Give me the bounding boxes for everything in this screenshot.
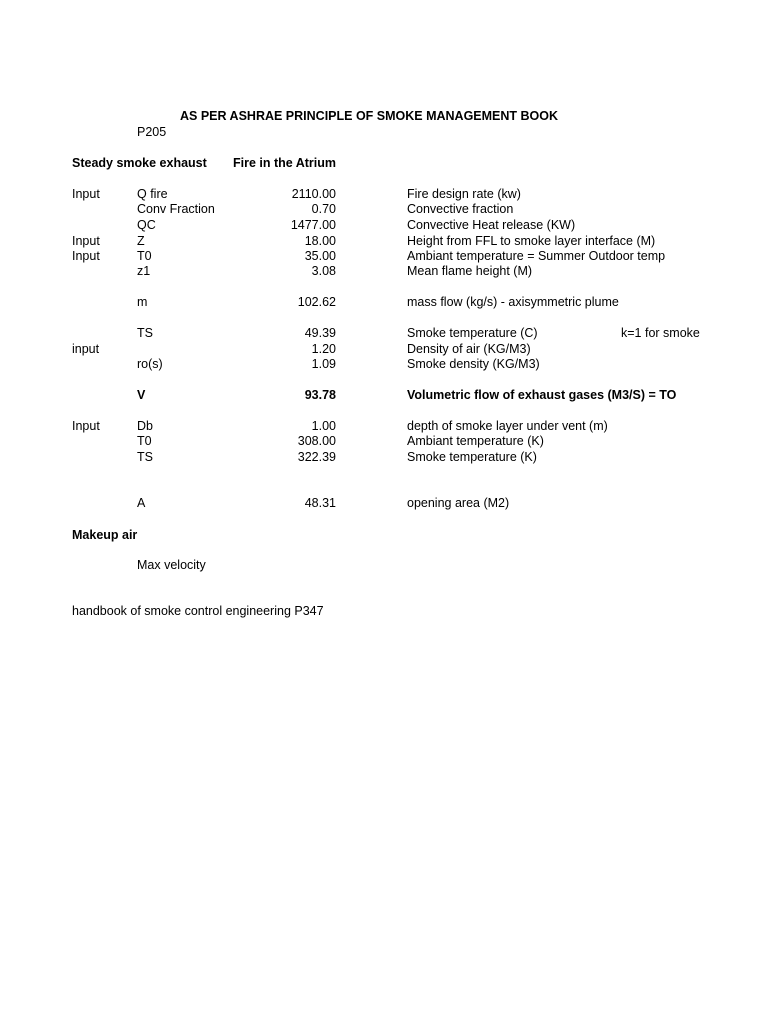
row-tag: Input — [72, 419, 100, 433]
row-tag: Input — [72, 249, 100, 263]
section-subheading: Fire in the Atrium — [233, 156, 337, 170]
row-symbol: V — [137, 388, 146, 402]
row-symbol: ro(s) — [137, 357, 163, 371]
row-description: Volumetric flow of exhaust gases (M3/S) = TO — [407, 388, 677, 402]
row-value: 49.39 — [304, 326, 336, 340]
row-description: Convective fraction — [407, 202, 514, 216]
row-value: 48.31 — [304, 496, 336, 510]
row-symbol: Db — [137, 419, 153, 433]
row-description: Ambiant temperature (K) — [407, 434, 544, 448]
row-description: Ambiant temperature = Summer Outdoor temp — [407, 249, 666, 263]
row-description: Height from FFL to smoke layer interface (M) — [407, 234, 656, 248]
row-description: Density of air (KG/M3) — [407, 342, 531, 356]
row-symbol: A — [137, 496, 146, 510]
row-value: 1.00 — [311, 419, 336, 433]
row-description: Mean flame height (M) — [407, 264, 533, 278]
row-description: Smoke temperature (K) — [407, 450, 537, 464]
row-description: mass flow (kg/s) - axisymmetric plume — [407, 295, 619, 309]
row-value: 1477.00 — [290, 218, 336, 232]
max-velocity-label: Max velocity — [137, 558, 206, 572]
row-description: opening area (M2) — [407, 496, 510, 510]
section-heading: Steady smoke exhaust — [72, 156, 207, 170]
row-tag: input — [72, 342, 100, 356]
document-title: AS PER ASHRAE PRINCIPLE OF SMOKE MANAGEMENT BOOK — [180, 109, 559, 123]
row-symbol: Q fire — [137, 187, 168, 201]
row-symbol: TS — [137, 450, 153, 464]
row-description: Fire design rate (kw) — [407, 187, 521, 201]
row-value: 93.78 — [304, 388, 336, 402]
row-value: 18.00 — [304, 234, 336, 248]
row-description: depth of smoke layer under vent (m) — [407, 419, 608, 433]
row-description: Smoke temperature (C) — [407, 326, 538, 340]
row-symbol: z1 — [137, 264, 151, 278]
row-value: 35.00 — [304, 249, 336, 263]
row-description: Smoke density (KG/M3) — [407, 357, 540, 371]
row-value: 1.20 — [311, 342, 336, 356]
row-tag: Input — [72, 187, 100, 201]
row-value: 2110.00 — [291, 187, 336, 201]
row-symbol: QC — [137, 218, 156, 232]
row-note: k=1 for smoke — [621, 326, 700, 340]
makeup-air-heading: Makeup air — [72, 528, 138, 542]
row-description: Convective Heat release (KW) — [407, 218, 576, 232]
page-reference: P205 — [137, 125, 167, 139]
row-symbol: m — [137, 295, 148, 309]
row-value: 0.70 — [311, 202, 336, 216]
row-tag: Input — [72, 234, 100, 248]
row-symbol: TS — [137, 326, 153, 340]
row-symbol: T0 — [137, 249, 152, 263]
row-symbol: T0 — [137, 434, 152, 448]
row-value: 308.00 — [297, 434, 336, 448]
row-value: 102.62 — [297, 295, 336, 309]
row-symbol: Z — [137, 234, 145, 248]
row-symbol: Conv Fraction — [137, 202, 215, 216]
row-value: 3.08 — [311, 264, 336, 278]
row-value: 1.09 — [311, 357, 336, 371]
row-value: 322.39 — [297, 450, 336, 464]
reference-note: handbook of smoke control engineering P347 — [72, 604, 324, 618]
